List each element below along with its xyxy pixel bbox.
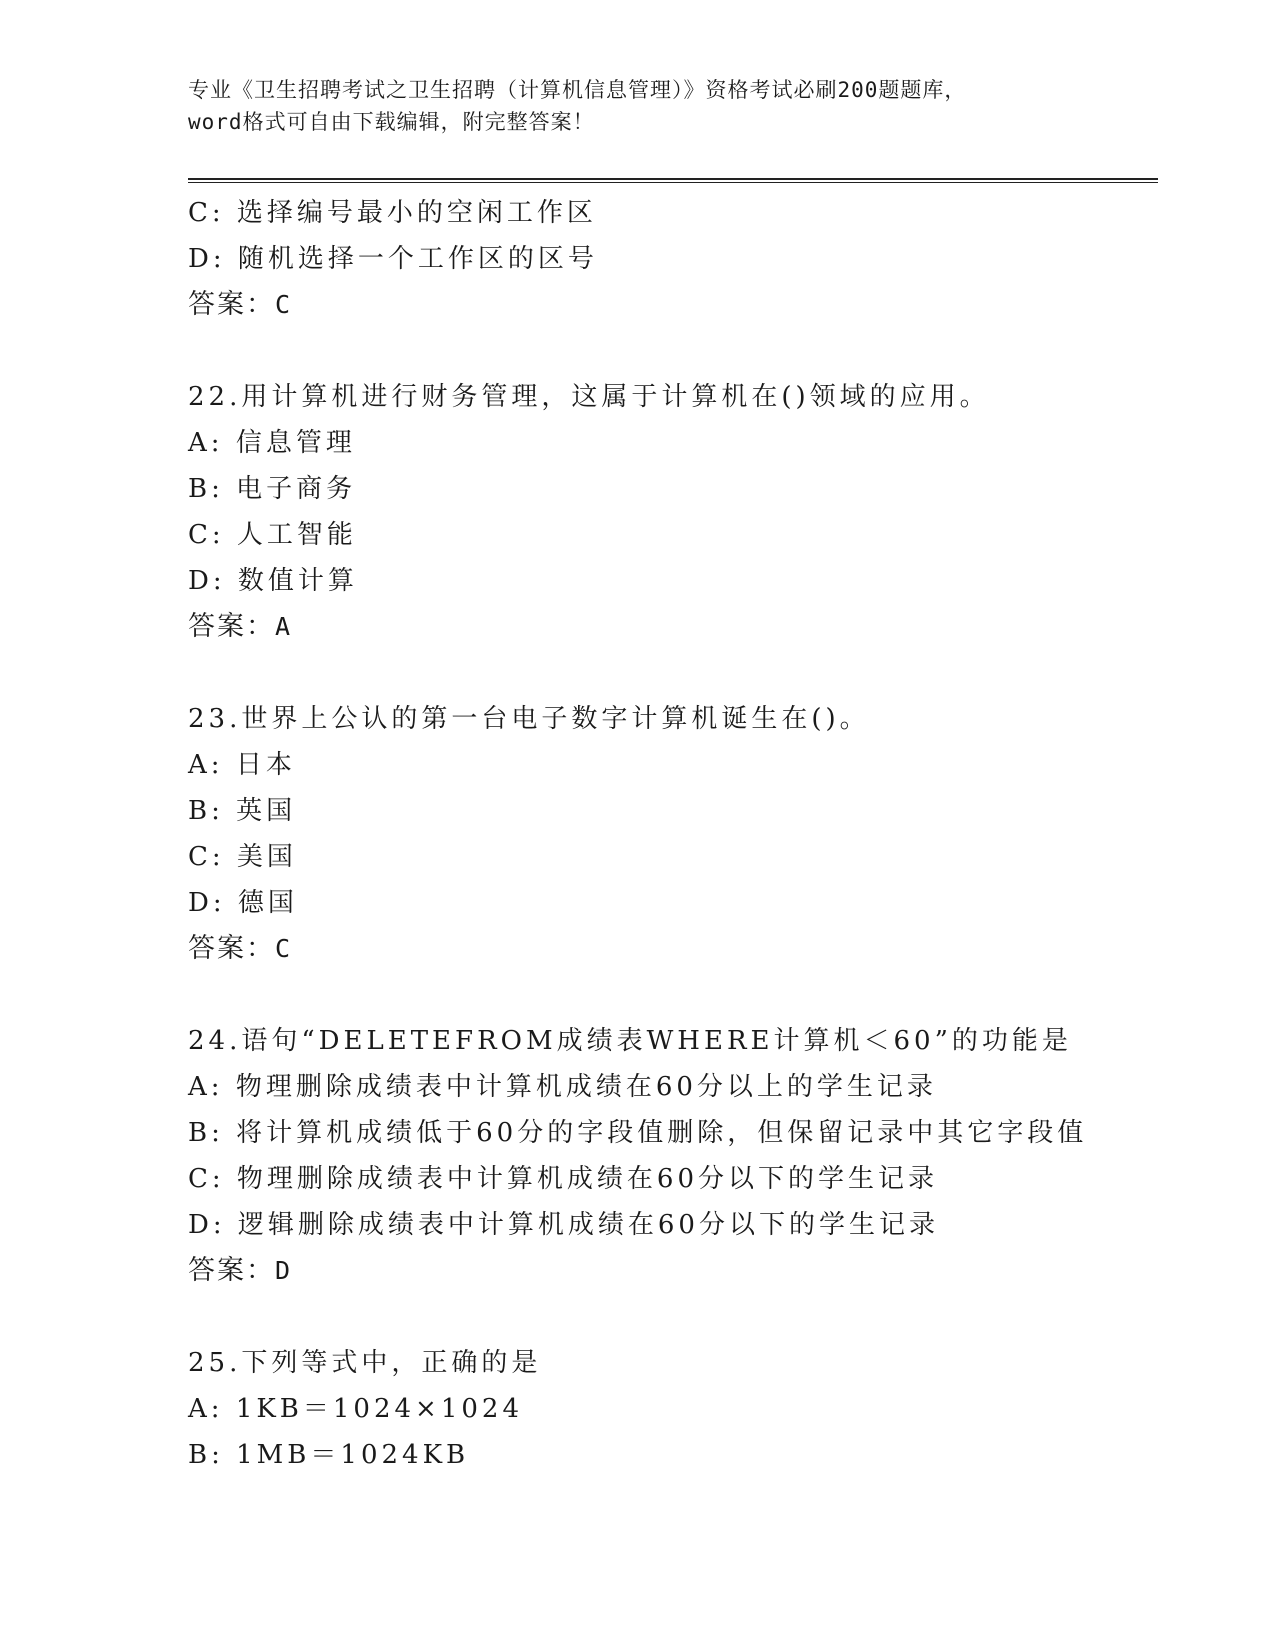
option-label: C: — [188, 520, 225, 550]
option-c — [188, 512, 1188, 558]
question-23 — [188, 696, 1188, 972]
answer-line — [188, 926, 1188, 972]
spacer — [188, 1294, 1188, 1340]
option-label: C: — [188, 842, 225, 872]
option-text: 日本 — [235, 750, 296, 780]
header-divider — [188, 178, 1158, 183]
option-text: 将计算机成绩低于60分的字段值删除，但保留记录中其它字段值 — [236, 1118, 1088, 1148]
answer-value: C — [275, 290, 293, 319]
spacer — [188, 650, 1188, 696]
option-a — [188, 742, 1188, 788]
option-label: A: — [188, 750, 224, 780]
answer-line — [188, 282, 1188, 328]
option-text: 1KB＝1024×1024 — [235, 1394, 524, 1424]
option-b — [188, 1432, 1188, 1478]
option-d — [188, 1202, 1188, 1248]
option-text: 物理删除成绩表中计算机成绩在60分以上的学生记录 — [235, 1072, 937, 1102]
option-c — [188, 1156, 1188, 1202]
answer-label: 答案： — [188, 933, 275, 964]
question-stem: 23.世界上公认的第一台电子数字计算机诞生在()。 — [188, 704, 870, 734]
option-label: A: — [188, 1072, 224, 1102]
option-label: B: — [188, 796, 224, 826]
option-label: A: — [188, 1394, 224, 1424]
question-21-continued — [188, 190, 1188, 328]
option-b — [188, 1110, 1188, 1156]
option-a — [188, 420, 1188, 466]
option-label: D: — [188, 1210, 226, 1240]
option-text: 信息管理 — [235, 428, 356, 458]
option-text: 人工智能 — [236, 520, 357, 550]
option-text: 1MB＝1024KB — [236, 1440, 470, 1470]
question-stem: 24.语句“DELETEFROM成绩表WHERE计算机＜60”的功能是 — [188, 1026, 1072, 1056]
option-label: B: — [188, 474, 224, 504]
question-25 — [188, 1340, 1188, 1478]
option-d — [188, 236, 1188, 282]
question-stem: 22.用计算机进行财务管理，这属于计算机在()领域的应用。 — [188, 382, 990, 412]
option-a — [188, 1386, 1188, 1432]
answer-label: 答案： — [188, 611, 275, 642]
header-title-line-1: 专业《卫生招聘考试之卫生招聘（计算机信息管理）》资格考试必刷200题题库， — [188, 78, 967, 102]
option-text: 选择编号最小的空闲工作区 — [236, 198, 597, 228]
answer-value: C — [275, 934, 293, 963]
option-label: C: — [188, 1164, 225, 1194]
answer-value: A — [275, 612, 293, 641]
header-title-line-2: word格式可自由下载编辑，附完整答案！ — [188, 110, 595, 134]
question-24 — [188, 1018, 1188, 1294]
option-d — [188, 880, 1188, 926]
option-label: B: — [188, 1118, 224, 1148]
option-b — [188, 788, 1188, 834]
option-text: 英国 — [236, 796, 297, 826]
option-label: D: — [188, 888, 226, 918]
option-label: D: — [188, 566, 226, 596]
spacer — [188, 328, 1188, 374]
option-label: D: — [188, 244, 226, 274]
option-label: B: — [188, 1440, 224, 1470]
option-text: 电子商务 — [236, 474, 357, 504]
option-text: 随机选择一个工作区的区号 — [237, 244, 598, 274]
answer-label: 答案： — [188, 1255, 275, 1286]
answer-line — [188, 1248, 1188, 1294]
option-text: 数值计算 — [237, 566, 358, 596]
option-a — [188, 1064, 1188, 1110]
question-list — [188, 190, 1188, 1478]
question-stem: 25.下列等式中，正确的是 — [188, 1348, 542, 1378]
option-label: A: — [188, 428, 224, 458]
answer-line — [188, 604, 1188, 650]
answer-value: D — [275, 1256, 293, 1285]
option-label: C: — [188, 198, 225, 228]
option-text: 德国 — [237, 888, 298, 918]
option-c — [188, 190, 1188, 236]
option-c — [188, 834, 1188, 880]
option-text: 物理删除成绩表中计算机成绩在60分以下的学生记录 — [236, 1164, 939, 1194]
option-d — [188, 558, 1188, 604]
option-b — [188, 466, 1188, 512]
spacer — [188, 972, 1188, 1018]
answer-label: 答案： — [188, 289, 275, 320]
option-text: 美国 — [236, 842, 297, 872]
question-22 — [188, 374, 1188, 650]
page-header — [188, 74, 1088, 138]
option-text: 逻辑删除成绩表中计算机成绩在60分以下的学生记录 — [237, 1210, 939, 1240]
